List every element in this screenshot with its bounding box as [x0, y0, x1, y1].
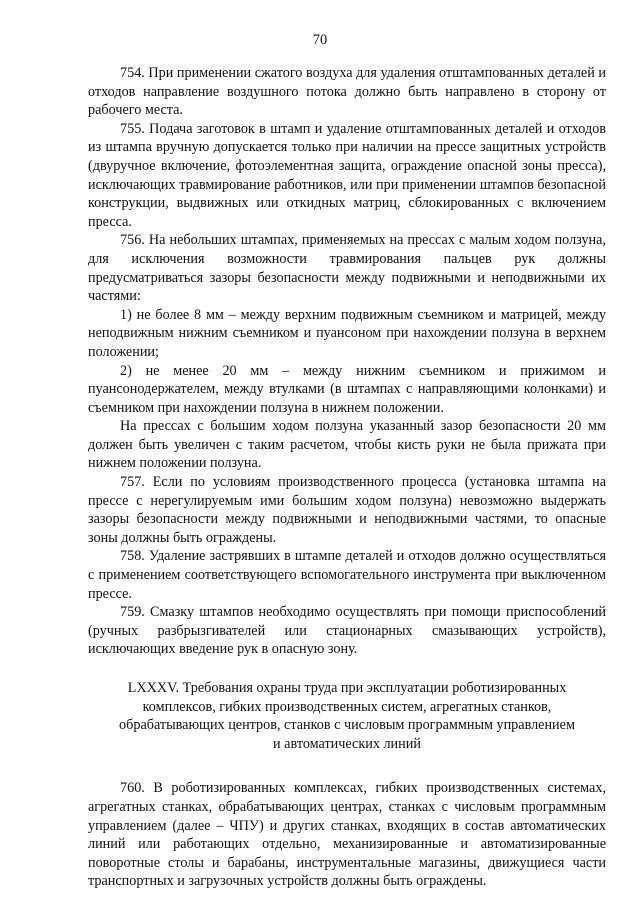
paragraph-754: 754. При применении сжатого воздуха для удаления отштампованных деталей и отходов направление воздушного потока должно быть направлено в сторону от рабочего места.: [88, 65, 606, 119]
paragraph-759: 759. Смазку штампов необходимо осуществлять при помощи приспособлений (ручных разбрызгивателей или стационарных смазывающих устройств), исключающих введение рук в опасную зону.: [88, 604, 606, 658]
section-heading-line: и автоматических линий: [273, 735, 421, 752]
page-number: 70: [312, 32, 328, 48]
paragraph-756-item-1: 1) не более 8 мм – между верхним подвижным съемником и матрицей, между неподвижным нижним съемником и пуансоном при нахождении ползуна в верхнем положении;: [88, 306, 606, 360]
section-heading-line: комплексов, гибких производственных систем, агрегатных станков,: [142, 698, 552, 715]
paragraph-756: 756. На небольших штампах, применяемых на прессах с малым ходом ползуна, для исключения возможности травмирования пальцев рук должны предусматриваться зазоры безопасности между подвижными и неподвижными их частями:: [88, 232, 606, 305]
paragraph-758: 758. Удаление застрявших в штампе деталей и отходов должно осуществляться с применением соответствующего вспомогательного инструмента при выключенном прессе.: [88, 548, 606, 602]
paragraph-757: 757. Если по условиям производственного процесса (установка штампа на прессе с нерегулируемым ими большим ходом ползуна) невозможно выдержать зазоры безопасности между подвижными и неподвижными частями, то опасные зоны должны быть ограждены.: [88, 474, 606, 546]
paragraph-756-item-2: 2) не менее 20 мм – между нижним съемником и прижимом и пуансонодержателем, между втулками (в штампах с направляющими колонками) и съемником при нахождении ползуна в нижнем положении.: [88, 362, 606, 416]
paragraph-756-note: На прессах с большим ходом ползуна указанный зазор безопасности 20 мм должен быть увеличен с таким расчетом, чтобы кисть руки не была прижата при нижнем положении ползуна.: [88, 418, 606, 472]
section-heading-line: LXXXV. Требования охраны труда при эксплуатации роботизированных: [127, 680, 567, 696]
section-heading-line: обрабатывающих центров, станков с числовым программным управлением: [119, 717, 575, 734]
document-body: [88, 64, 606, 891]
section-heading: [88, 679, 606, 753]
paragraph-755: 755. Подача заготовок в штамп и удаление отштампованных деталей и отходов из штампа вручную допускается только при наличии на прессе защитных устройств (двуручное включение, фотоэлементная защита, ограждение опасной зоны пресса), исключающих травмирование работников, или при применении штампов безопасной конструкции, выдвижных или откидных матриц, сблокированных с включением пресса.: [88, 120, 606, 230]
paragraph-760: 760. В роботизированных комплексах, гибких производственных системах, агрегатных станках, обрабатывающих центрах, станках с числовым программным управлением (далее – ЧПУ) и других станках, входящих в состав автоматических линий или работающих отдельно, механизированные и автоматизированные поворотные столы и барабаны, инструментальные магазины, движущиеся части транспортных и загрузочных устройств должны быть ограждены.: [88, 780, 606, 890]
heading-spacer: [88, 753, 606, 779]
